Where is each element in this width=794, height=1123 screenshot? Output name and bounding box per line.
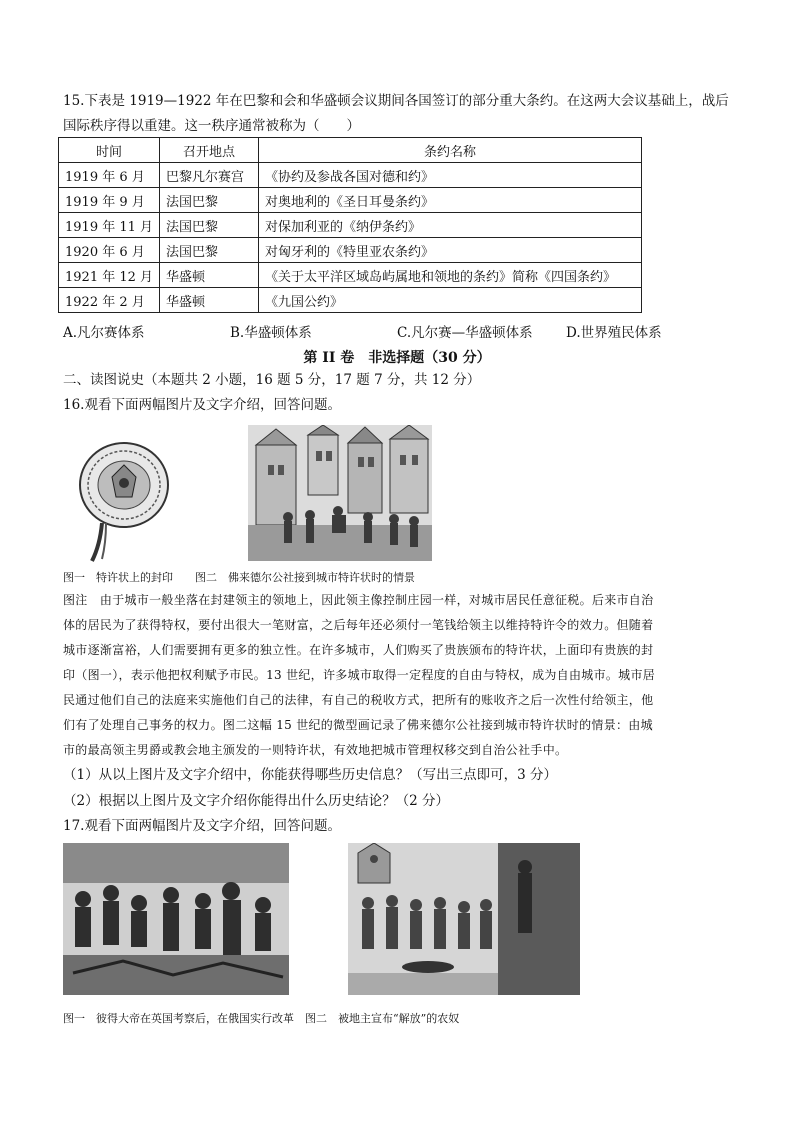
q16-stem: 16.观看下面两幅图片及文字介绍，回答问题。 [63, 397, 341, 413]
option-b[interactable]: B.华盛顿体系 [230, 325, 312, 341]
cell-place: 华盛顿 [160, 288, 259, 313]
cell-time: 1919 年 9 月 [59, 188, 160, 213]
cell-place: 华盛顿 [160, 263, 259, 288]
header-treaty: 条约名称 [259, 138, 642, 163]
table-row [59, 163, 642, 188]
q17-caption: 图一 彼得大帝在英国考察后，在俄国实行改革 图二 被地主宣布“解放”的农奴 [63, 1012, 460, 1025]
option-d[interactable]: D.世界殖民体系 [566, 325, 662, 341]
part2-heading: 二、读图说史（本题共 2 小题，16 题 5 分，17 题 7 分，共 12 分） [63, 372, 481, 388]
header-time: 时间 [59, 138, 160, 163]
option-c[interactable]: C.凡尔赛—华盛顿体系 [397, 325, 533, 341]
table-header-row [59, 138, 642, 163]
serfs-liberation-image [348, 843, 580, 995]
table-row [59, 263, 642, 288]
cell-treaty: 《九国公约》 [259, 288, 642, 313]
cell-treaty: 《关于太平洋区域岛屿属地和领地的条约》简称《四国条约》 [259, 263, 642, 288]
note-line: 图注 由于城市一般坐落在封建领主的领地上，因此领主像控制庄园一样，对城市居民任意征税。后来市自治 [63, 593, 654, 607]
cell-treaty: 对匈牙利的《特里亚农条约》 [259, 238, 642, 263]
q15-stem-line1: 15.下表是 1919—1922 年在巴黎和会和华盛顿会议期间各国签订的部分重大条约。在这两大会议基础上，战后 [63, 93, 729, 109]
note-line: 民通过他们自己的法庭来实施他们自己的法律，有自己的税收方式，把所有的账收齐之后一次性付给领主，他 [63, 693, 654, 707]
cell-place: 法国巴黎 [160, 188, 259, 213]
option-a[interactable]: A.凡尔赛体系 [63, 325, 145, 341]
q17-stem: 17.观看下面两幅图片及文字介绍，回答问题。 [63, 818, 341, 834]
flanders-charter-image [248, 425, 432, 561]
cell-time: 1919 年 11 月 [59, 213, 160, 238]
q16-sub2: （2）根据以上图片及文字介绍你能得出什么历史结论？（2 分） [63, 793, 449, 809]
note-line: 体的居民为了获得特权，要付出很大一笔财富，之后每年还必须付一笔钱给领主以维持特许令的效力。但随着 [63, 618, 654, 632]
table-row [59, 188, 642, 213]
cell-place: 法国巴黎 [160, 213, 259, 238]
note-line: 市的最高领主男爵或教会地主颁发的一则特许状，有效地把城市管理权移交到自治公社手中。 [63, 743, 568, 757]
note-line: 城市逐渐富裕，人们需要拥有更多的独立性。在许多城市，人们购买了贵族颁布的特许状，上面印有贵族的封 [63, 643, 654, 657]
seal-image [72, 425, 182, 565]
table-row [59, 288, 642, 313]
cell-place: 巴黎凡尔赛宫 [160, 163, 259, 188]
cell-treaty: 《协约及参战各国对德和约》 [259, 163, 642, 188]
q15-stem-line2: 国际秩序得以重建。这一秩序通常被称为（ ） [63, 118, 360, 134]
cell-time: 1921 年 12 月 [59, 263, 160, 288]
cell-time: 1920 年 6 月 [59, 238, 160, 263]
q16-caption: 图一 特许状上的封印 图二 佛来德尔公社接到城市特许状时的情景 [63, 571, 415, 584]
cell-time: 1922 年 2 月 [59, 288, 160, 313]
q16-sub1: （1）从以上图片及文字介绍中，你能获得哪些历史信息？（写出三点即可，3 分） [63, 767, 557, 783]
cell-treaty: 对保加利亚的《纳伊条约》 [259, 213, 642, 238]
note-line: 们有了处理自己事务的权力。图二这幅 15 世纪的微型画记录了佛来德尔公社接到城市特许状时的情景：由城 [63, 718, 653, 732]
table-row [59, 238, 642, 263]
cell-time: 1919 年 6 月 [59, 163, 160, 188]
header-place: 召开地点 [160, 138, 259, 163]
cell-treaty: 对奥地利的《圣日耳曼条约》 [259, 188, 642, 213]
section-title: 第 II 卷 非选择题（30 分） [303, 350, 491, 366]
table-row [59, 213, 642, 238]
peter-reform-image [63, 843, 289, 995]
treaty-table [58, 137, 642, 313]
cell-place: 法国巴黎 [160, 238, 259, 263]
note-line: 印（图一），表示他把权利赋予市民。13 世纪，许多城市取得一定程度的自由与特权，成为自由城市。城市居 [63, 668, 656, 682]
q16-note [63, 588, 728, 763]
